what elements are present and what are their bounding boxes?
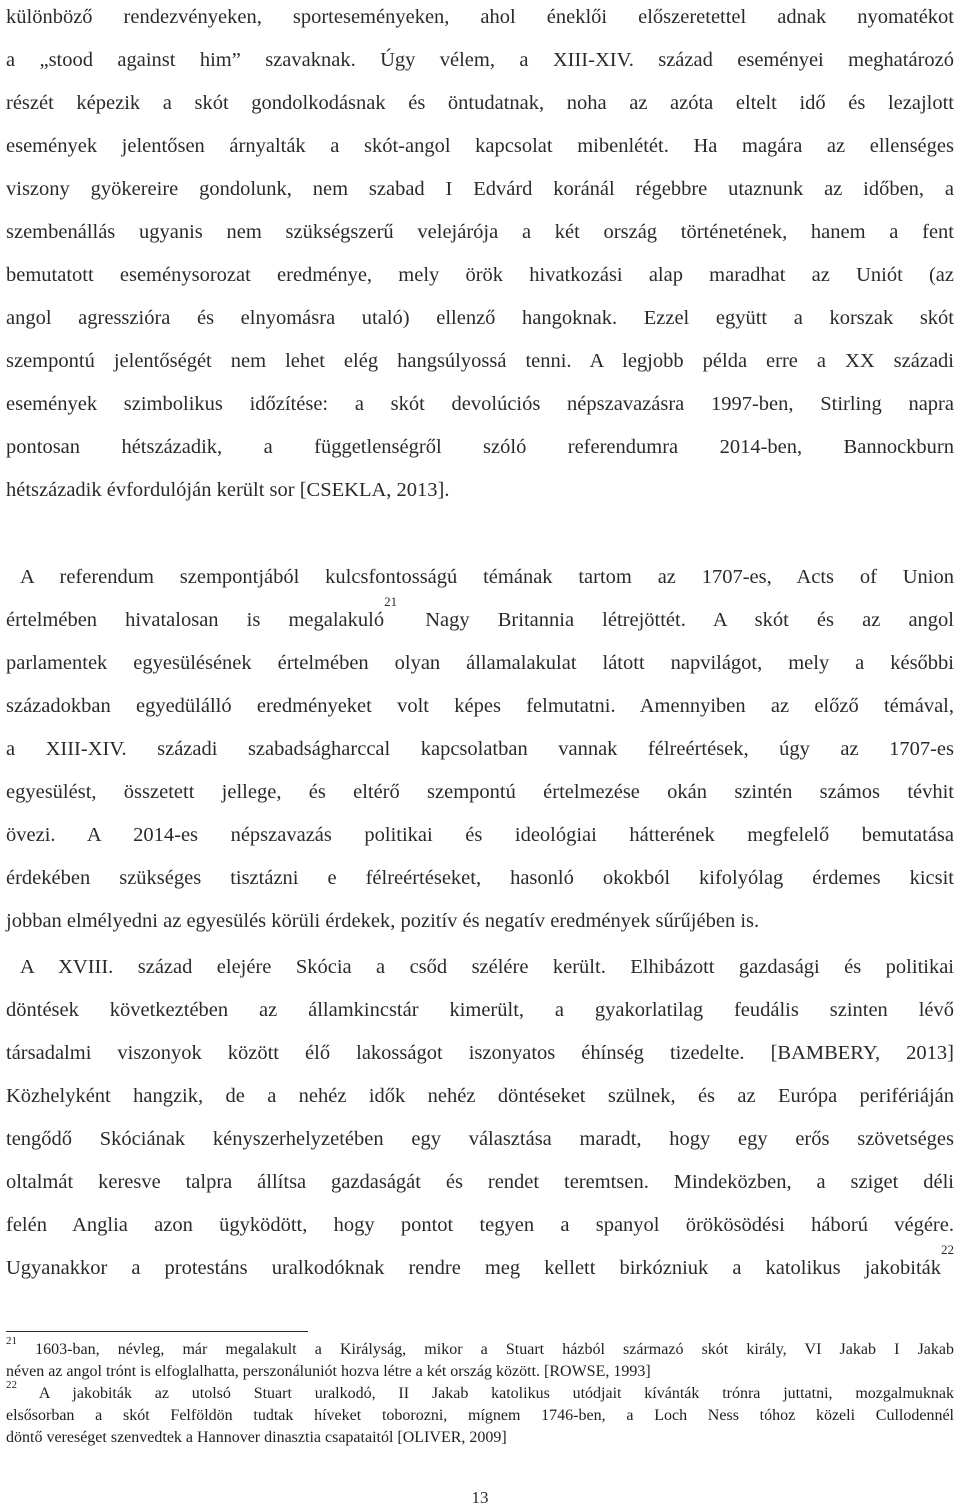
text-line: pontosan hétszázadik, a függetlenségről szóló referendumra 2014-ben, Bannockburn	[6, 436, 954, 458]
footnote-number: 21	[6, 1335, 17, 1347]
text-line: hétszázadik évfordulóján került sor [CSEKLA, 2013].	[6, 479, 450, 501]
text-line: döntések következtében az államkincstár kimerült, a gyakorlatilag feudális szinten lévő	[6, 999, 954, 1021]
text-line: bemutatott eseménysorozat eredménye, mely örök hivatkozási alap maradhat az Uniót (az	[6, 264, 954, 286]
text-segment: Ugyanakkor a protestáns uralkodóknak rendre meg kellett birkózniuk a katolikus jakobiták	[6, 1257, 941, 1279]
text-line: események szimbolikus időzítése: a skót devolúciós népszavazásra 1997-ben, Stirling napra	[6, 393, 954, 415]
text-line: a „stood against him” szavaknak. Úgy vélem, a XIII-XIV. század eseményei meghatározó	[6, 49, 954, 71]
footnote-ref-21[interactable]: 21	[384, 594, 398, 609]
text-segment: Nagy Britannia létrejöttét. A skót és az angol	[397, 609, 954, 631]
text-segment: értelmében hivatalosan is megalakuló	[6, 609, 385, 631]
footnote-21-line: néven az angol trónt is elfoglalhatta, perszonáluniót hozva létre a két ország között. [ROWSE, 1993]	[6, 1363, 651, 1380]
text-line: angol agresszióra és elnyomásra utaló) ellenző hangoknak. Ezzel együtt a korszak skót	[6, 307, 954, 329]
footnote-22-line: döntő vereséget szenvedtek a Hannover dinasztia csapataitól [OLIVER, 2009]	[6, 1429, 507, 1446]
footnote-number: 22	[6, 1379, 17, 1391]
text-line: egyesülést, összetett jellege, és eltérő szempontú értelmezése okán szintén számos tévhit	[6, 781, 954, 803]
footnote-21-line	[6, 1335, 954, 1361]
footnote-22-line	[6, 1379, 954, 1405]
text-line: jobban elmélyedni az egyesülés körüli érdekek, pozitív és negatív eredmények sűrűjében is.	[6, 910, 760, 932]
text-line: társadalmi viszonyok között élő lakosságot iszonyatos éhínség tizedelte. [BAMBERY, 2013]	[6, 1042, 954, 1064]
footnote-separator	[6, 1331, 308, 1332]
footnote-ref-22[interactable]: 22	[941, 1242, 954, 1257]
text-line: övezi. A 2014-es népszavazás politikai és ideológiai hátterének megfelelő bemutatása	[6, 824, 954, 846]
text-line: részét képezik a skót gondolkodásnak és öntudatnak, noha az azóta eltelt idő és lezajlott	[6, 92, 954, 114]
footnote-22-line: elsősorban a skót Felföldön tudtak híveket toborozni, mígnem 1746-ben, a Loch Ness tóhoz közeli Cullodennél	[6, 1407, 954, 1424]
text-line: Közhelyként hangzik, de a nehéz idők nehéz döntéseket szülnek, és az Európa perifériáján	[6, 1085, 954, 1107]
text-line: tengődő Skóciának kényszerhelyzetében egy választása maradt, hogy egy erős szövetséges	[6, 1128, 954, 1150]
text-line: szempontú jelentőségét nem lehet elég hangsúlyossá tenni. A legjobb példa erre a XX századi	[6, 350, 954, 372]
text-line: A referendum szempontjából kulcsfontosságú témának tartom az 1707-es, Acts of Union	[20, 566, 954, 588]
text-line: parlamentek egyesülésének értelmében olyan államalakulat látott napvilágot, mely a későbbi	[6, 652, 954, 674]
footnote-text: A jakobiták az utolsó Stuart uralkodó, II Jakab katolikus utódjait kívánták trónra juttatni, mozgalmuknak	[17, 1385, 954, 1402]
text-line	[6, 1242, 954, 1290]
text-line: oltalmát keresve talpra állítsa gazdaságát és rendet teremtsen. Mindeközben, a sziget déli	[6, 1171, 954, 1193]
text-line	[6, 594, 954, 642]
text-line: érdekében szükséges tisztázni e félreértéseket, hasonló okokból kifolyólag érdemes kicsit	[6, 867, 954, 889]
text-line: a XIII-XIV. századi szabadságharccal kapcsolatban vannak félreértések, úgy az 1707-es	[6, 738, 954, 760]
page-number: 13	[471, 1488, 489, 1507]
text-line: események jelentősen árnyalták a skót-angol kapcsolat mibenlétét. Ha magára az ellenséges	[6, 135, 954, 157]
text-line: századokban egyedülálló eredményeket volt képes felmutatni. Amennyiben az előző témával,	[6, 695, 954, 717]
text-line: A XVIII. század elejére Skócia a csőd szélére került. Elhibázott gazdasági és politikai	[20, 956, 954, 978]
text-line: különböző rendezvényeken, sporteseményeken, ahol éneklői előszeretettel adnak nyomatékot	[6, 6, 954, 28]
text-line: szembenállás ugyanis nem szükségszerű velejárója a két ország történetének, hanem a fent	[6, 221, 954, 243]
footnote-text: 1603-ban, névleg, már megalakult a Királyság, mikor a Stuart házból származó skót király, VI Jakab I Jakab	[17, 1341, 954, 1358]
text-line: viszony gyökereire gondolunk, nem szabad I Edvárd koránál régebbre utaznunk az időben, a	[6, 178, 954, 200]
text-line: felén Anglia azon ügyködött, hogy pontot tegyen a spanyol örökösödési háború végére.	[6, 1214, 954, 1236]
